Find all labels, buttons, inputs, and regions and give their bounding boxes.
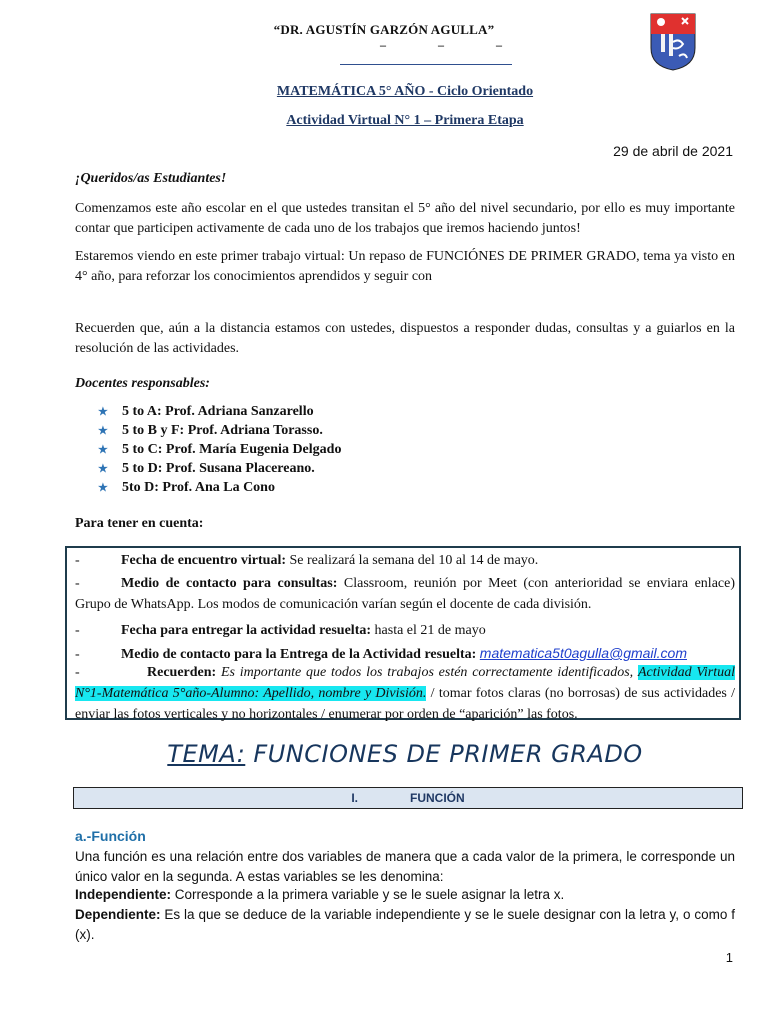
dash: – — [438, 38, 444, 52]
independiente-def — [75, 885, 735, 905]
note-text: / tomar fotos claras (no borrosas) de sus actividades / enviar las fotos verticales y no horizontales / enumerar por orden de “aparición” las fotos. — [75, 686, 736, 722]
header-dashes — [380, 38, 554, 53]
list-item — [98, 478, 341, 497]
star-bullet-icon: ★ — [98, 463, 108, 475]
teacher-name: 5 to C: Prof. María Eugenia Delgado — [122, 442, 342, 457]
teacher-name: 5 to B y F: Prof. Adriana Torasso. — [122, 423, 323, 438]
section-bar — [73, 787, 743, 809]
note-label: Fecha para entregar la actividad resuelta: — [121, 623, 372, 638]
def-text: Corresponde a la primera variable y se le suele asignar la letra x. — [174, 887, 565, 902]
dependiente-def — [75, 905, 735, 945]
def-label: Dependiente: — [75, 907, 161, 922]
star-bullet-icon: ★ — [98, 482, 108, 494]
teachers-title: Docentes responsables: — [75, 376, 210, 391]
def-text: Es la que se deduce de la variable independiente y se le suele designar con la letra y, o como f (x). — [75, 907, 735, 942]
funcion-intro: Una función es una relación entre dos variables de manera que a cada valor de la primera, le corresponde un único valor en la segunda. A estas variables se les denomina: — [75, 849, 735, 884]
tema-label: TEMA: — [167, 740, 246, 768]
header-rule — [340, 64, 512, 65]
note-text: Es importante que todos los trabajos estén correctamente identificados, — [220, 665, 634, 680]
list-item — [98, 421, 341, 440]
def-label: Independiente: — [75, 887, 172, 902]
note-label: Recuerden: — [147, 665, 217, 680]
star-bullet-icon: ★ — [98, 425, 108, 437]
school-logo-icon — [649, 12, 697, 72]
subject-title: MATEMÁTICA 5° AÑO - Ciclo Orientado — [276, 84, 534, 99]
note-text: hasta el 21 de mayo — [374, 623, 486, 638]
support-paragraph: Recuerden que, aún a la distancia estamos con ustedes, dispuestos a responder dudas, consultas y a guiarlos en la resolución de las actividades. — [75, 321, 735, 356]
topic-paragraph: Estaremos viendo en este primer trabajo virtual: Un repaso de FUNCIÓNES DE PRIMER GRADO, tema ya visto en 4° año, para reforzar los conocimientos aprendidos y seguir con — [75, 249, 735, 284]
intro-paragraph: Comenzamos este año escolar en el que ustedes transitan el 5° año del nivel secundario, por ello es muy importante contar que participen activamente de cada uno de los trabajos que iremos haciendo juntos! — [75, 201, 735, 236]
tema-text: FUNCIONES DE PRIMER GRADO — [253, 740, 643, 768]
notes-box — [65, 546, 741, 720]
note-dash: - — [75, 665, 80, 680]
dash: – — [496, 38, 502, 52]
note-label: Fecha de encuentro virtual: — [121, 553, 286, 568]
star-bullet-icon: ★ — [98, 406, 108, 418]
teacher-name: 5 to A: Prof. Adriana Sanzarello — [122, 404, 314, 419]
list-item — [98, 459, 341, 478]
funcion-heading: a.-Función — [75, 828, 146, 844]
notes-title: Para tener en cuenta: — [75, 516, 204, 531]
section-title: FUNCIÓN — [410, 791, 465, 805]
teacher-name: 5to D: Prof. Ana La Cono — [122, 480, 275, 495]
activity-title: Actividad Virtual N° 1 – Primera Etapa — [286, 113, 524, 128]
note-dash: - — [75, 647, 80, 662]
tema-heading — [0, 740, 768, 768]
note-dash: - — [75, 623, 80, 638]
note-label: Medio de contacto para la Entrega de la Actividad resuelta: — [121, 647, 477, 662]
note-dash: - — [75, 553, 80, 568]
note-row — [75, 550, 735, 571]
dash: – — [380, 38, 386, 52]
section-number: I. — [351, 791, 358, 805]
email-link[interactable]: matematica5t0agulla@gmail.com — [479, 645, 687, 661]
teacher-name: 5 to D: Prof. Susana Placereano. — [122, 461, 315, 476]
note-text: Se realizará la semana del 10 al 14 de mayo. — [289, 553, 539, 568]
document-date: 29 de abril de 2021 — [613, 143, 733, 159]
teachers-list — [98, 402, 341, 497]
school-name: “DR. AGUSTÍN GARZÓN AGULLA” — [273, 22, 495, 37]
list-item — [98, 402, 341, 421]
page-number: 1 — [725, 950, 733, 965]
star-bullet-icon: ★ — [98, 444, 108, 456]
list-item — [98, 440, 341, 459]
note-row — [75, 662, 735, 725]
highlighted-text: Actividad Virtual N°1-Matemática 5°año-Alumno: Apellido, nombre y División. — [75, 665, 735, 701]
note-text: Classroom, reunión por Meet (con anterioridad se enviara enlace) Grupo de WhatsApp. Los modos de comunicación varían según el docente de cada división. — [75, 576, 735, 612]
note-row — [75, 620, 735, 641]
note-dash: - — [75, 576, 80, 591]
greeting: ¡Queridos/as Estudiantes! — [75, 171, 227, 186]
note-row — [75, 573, 735, 615]
note-label: Medio de contacto para consultas: — [121, 576, 338, 591]
